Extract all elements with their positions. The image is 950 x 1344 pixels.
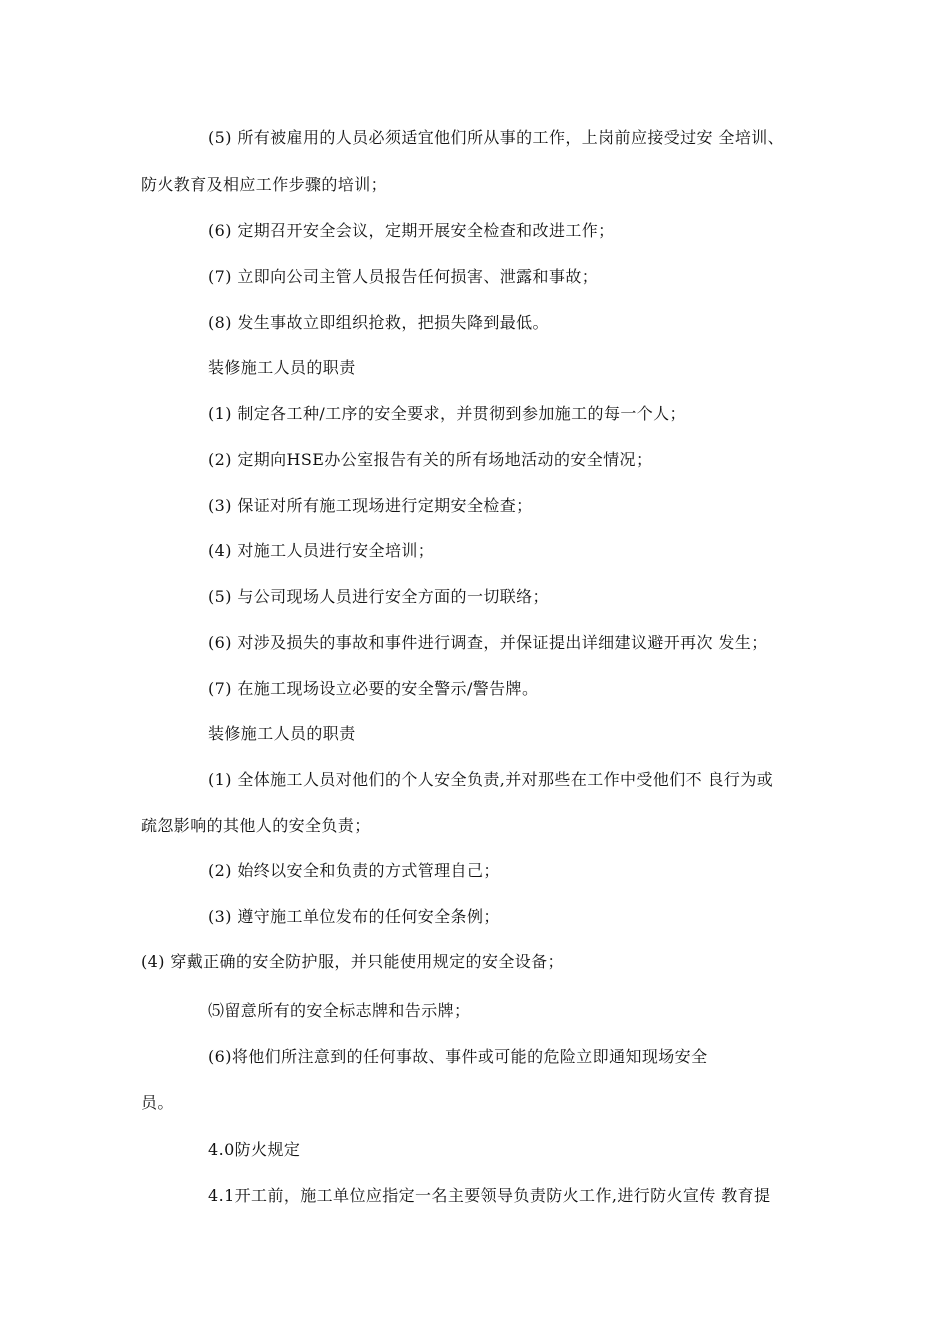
section-heading: 4.0防火规定 — [208, 1140, 301, 1159]
paragraph-line: 4.1开工前，施工单位应指定一名主要领导负责防火工作,进行防火宣传 教育提 — [208, 1186, 771, 1205]
paragraph-line: (5) 与公司现场人员进行安全方面的一切联络； — [208, 587, 549, 606]
paragraph-line: (6) 对涉及损失的事故和事件进行调查，并保证提出详细建议避开再次 发生； — [208, 633, 768, 652]
paragraph-line: (4) 对施工人员进行安全培训； — [208, 541, 435, 560]
paragraph-line: (1) 全体施工人员对他们的个人安全负责,并对那些在工作中受他们不 良行为或 — [208, 770, 774, 789]
paragraph-line: (8) 发生事故立即组织抢救，把损失降到最低。 — [208, 313, 549, 332]
paragraph-line: (2) 定期向HSE办公室报告有关的所有场地活动的安全情况； — [208, 450, 653, 469]
paragraph-line: ⑸留意所有的安全标志牌和告示牌； — [208, 1001, 471, 1020]
paragraph-line: (6) 定期召开安全会议，定期开展安全检查和改进工作； — [208, 221, 615, 240]
section-heading: 装修施工人员的职责 — [208, 358, 356, 377]
paragraph-line: 员。 — [141, 1093, 174, 1112]
paragraph-line: 疏忽影响的其他人的安全负责； — [141, 816, 371, 835]
paragraph-line: (7) 在施工现场设立必要的安全警示/警告牌。 — [208, 679, 539, 698]
paragraph-line: (7) 立即向公司主管人员报告任何损害、泄露和事故； — [208, 267, 599, 286]
paragraph-line: (3) 保证对所有施工现场进行定期安全检查； — [208, 496, 533, 515]
paragraph-line: (4) 穿戴正确的安全防护服，并只能使用规定的安全设备； — [141, 952, 564, 971]
paragraph-line: (3) 遵守施工单位发布的任何安全条例； — [208, 907, 500, 926]
section-heading: 装修施工人员的职责 — [208, 724, 356, 743]
paragraph-line: 防火教育及相应工作步骤的培训； — [141, 175, 388, 194]
paragraph-line: (6)将他们所注意到的任何事故、事件或可能的危险立即通知现场安全 — [208, 1047, 708, 1066]
paragraph-line: (5) 所有被雇用的人员必须适宜他们所从事的工作，上岗前应接受过安 全培训、 — [208, 128, 785, 147]
paragraph-line: (2) 始终以安全和负责的方式管理自己； — [208, 861, 500, 880]
paragraph-line: (1) 制定各工种/工序的安全要求，并贯彻到参加施工的每一个人； — [208, 404, 686, 423]
